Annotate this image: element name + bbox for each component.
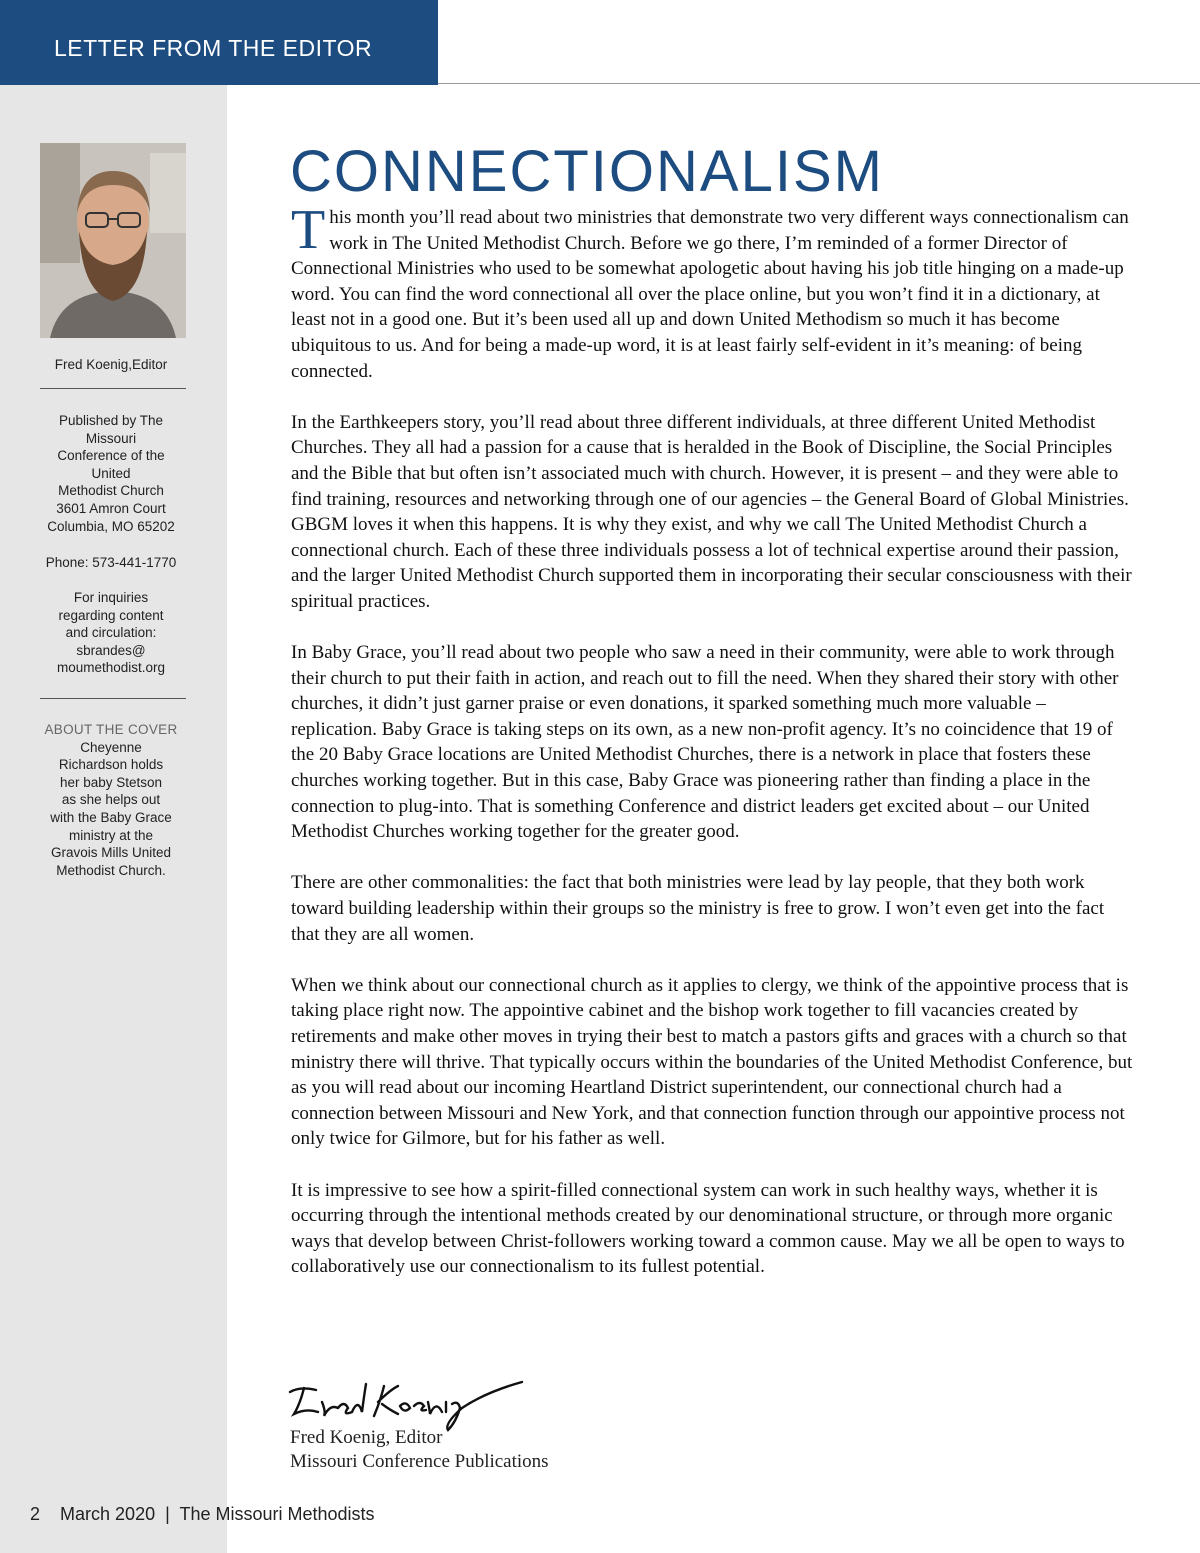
publisher-line: Columbia, MO 65202	[47, 518, 175, 534]
publisher-info	[30, 412, 192, 535]
inquiries-line: For inquiries	[73, 590, 149, 605]
inquiries-info	[30, 589, 192, 677]
editor-photo	[40, 143, 186, 338]
sidebar-divider	[40, 698, 186, 699]
section-label: LETTER FROM THE EDITOR	[54, 35, 373, 61]
article-paragraph: In the Earthkeepers story, you’ll read about three different individuals, at three different United Methodist Churches. They all had a passion for a cause that is heralded in the Book of Discipline, the Social Principles and the Bible that but often isn’t associated much with church. However, it is present – and they were able to find training, resources and networking through one of our agencies – the General Board of Global Ministries. GBGM loves it when this happens. It is why they exist, and why we call The United Methodist Church a connectional church. Each of these three individuals possess a lot of technical expertise around their passion, and the larger United Methodist Church supported them in incorporating their secular consciousness with their spiritual practices.	[291, 411, 1132, 612]
editor-name: Fred Koenig, Editor	[290, 1427, 443, 1448]
paragraph-text: his month you’ll read about two ministries that demonstrate two very different ways connectionalism can work in The United Methodist Church. Before we go there, I’m reminded of a former Director of Connectional Ministries who used to be somewhat apologetic about having his job title hinging on a made-up word. You can find the word connectional all over the place online, but you won’t find it in a dictionary, at least not in a good one. But it’s been used all up and down United Methodism so much it has become ubiquitous to us. And for being a made-up word, it is at least fairly self-evident in it’s meaning: of being connected.	[291, 207, 1129, 382]
email-line[interactable]: moumethodist.org	[56, 660, 166, 676]
publisher-line: Methodist Church	[58, 483, 164, 499]
cover-line: with the Baby Grace	[50, 809, 172, 825]
editor-organization: Missouri Conference Publications	[290, 1451, 549, 1472]
footer-separator: |	[165, 1504, 170, 1524]
publisher-line: Conference of the	[57, 448, 165, 464]
header-rule	[438, 83, 1200, 84]
cover-line: Methodist Church.	[56, 862, 166, 878]
drop-cap: T	[291, 199, 326, 261]
article-paragraph: When we think about our connectional church as it applies to clergy, we think of the appointive process that is taking place right now. The appointive cabinet and the bishop work together to fill vacancies created by retirements and make other moves in trying their best to match a pastors gifts and graces with a church so that ministry there will thrive. That typically occurs within the boundaries of the United Methodist Conference, but as you will read about our incoming Heartland District superintendent, our connectional church had a connection between Missouri and New York, and that connection function through our appointive process not only twice for Gilmore, but for his father as well.	[291, 974, 1133, 1150]
publication-name: The Missouri Methodists	[179, 1504, 375, 1524]
inquiries-line: and circulation:	[65, 625, 157, 641]
article-paragraph: In Baby Grace, you’ll read about two people who saw a need in their community, were able to work through their church to put their faith in action, and reach out to fill the need. When they shared their story with other churches, it didn’t just garner praise or even donations, it sparked something much more valuable – replication. Baby Grace is taking steps on its own, as a new non-profit agency. It’s no coincidence that 19 of the 20 Baby Grace locations are United Methodist Churches, there is a network in place that fosters these churches working together. But in this case, Baby Grace was pioneering rather than finding a place in the connection to plug-into. That is something Conference and district leaders get excited about – our United Methodist Churches working together for the greater good.	[291, 642, 1119, 843]
cover-heading: ABOUT THE COVER	[44, 722, 178, 737]
phone-number: Phone: 573-441-1770	[45, 555, 177, 570]
publisher-line: Published by The	[58, 413, 164, 428]
cover-line: Cheyenne	[80, 739, 142, 755]
portrait-illustration	[40, 143, 186, 338]
cover-line: as she helps out	[61, 792, 161, 808]
page-footer	[30, 1504, 375, 1525]
issue-date: March 2020	[60, 1504, 156, 1524]
cover-line: her baby Stetson	[59, 774, 163, 790]
article-paragraph	[291, 199, 1133, 384]
article-title: CONNECTIONALISM	[290, 139, 884, 204]
sign-off	[290, 1426, 549, 1474]
publisher-line: United	[91, 465, 131, 481]
page-number: 2	[30, 1504, 41, 1524]
sidebar-divider	[40, 388, 186, 389]
cover-line: ministry at the	[68, 827, 154, 843]
cover-line: Richardson holds	[58, 757, 164, 773]
cover-line: Gravois Mills United	[50, 845, 172, 861]
article-paragraph: There are other commonalities: the fact that both ministries were lead by lay people, that they both work toward building leadership within their groups so the ministry is free to grow. I won’t even get into the fact that they are all women.	[291, 872, 1105, 945]
publisher-line: Missouri	[85, 430, 137, 446]
cover-info	[30, 721, 192, 879]
section-header-bar	[0, 0, 438, 85]
publisher-line: 3601 Amron Court	[56, 500, 166, 516]
article-body	[291, 199, 1133, 1306]
inquiries-line: regarding content	[58, 607, 164, 623]
article-paragraph: It is impressive to see how a spirit-filled connectional system can work in such healthy ways, whether it is occurring through the intentional methods created by our denominational structure, or through more organic ways that develop between Christ-followers working toward a common cause. May we all be open to ways to collaboratively use our connectionalism to its fullest potential.	[291, 1179, 1125, 1278]
email-line[interactable]: sbrandes@	[76, 642, 146, 658]
photo-caption: Fred Koenig,Editor	[54, 357, 168, 372]
